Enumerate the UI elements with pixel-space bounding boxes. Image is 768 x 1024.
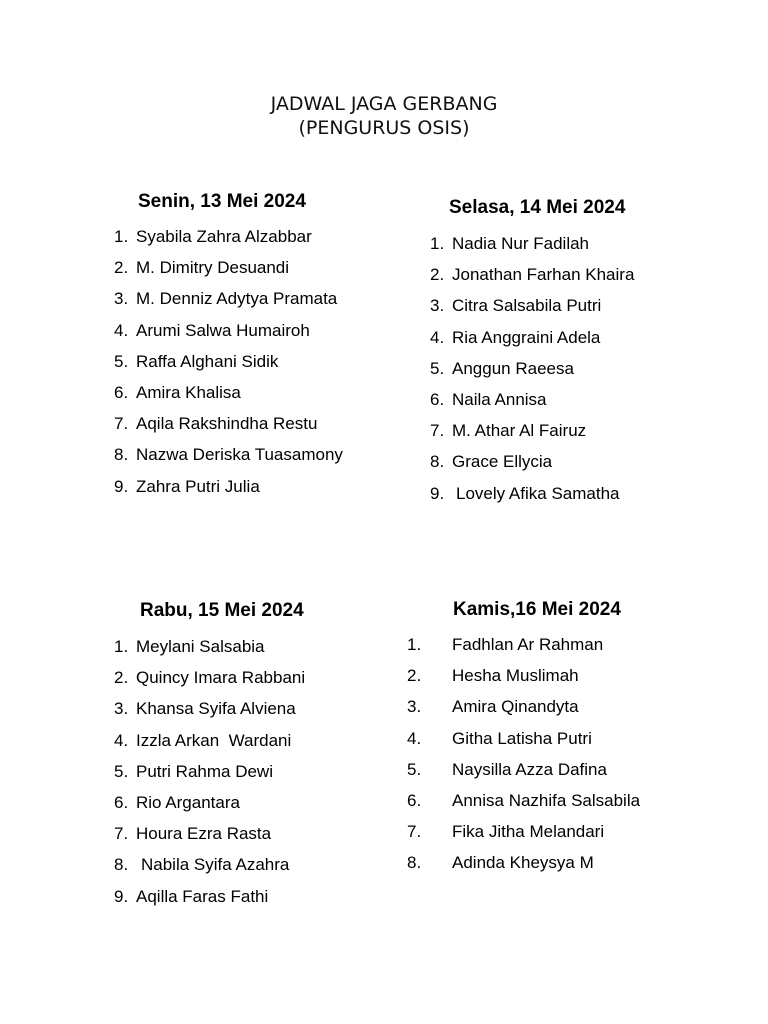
person-name: Jonathan Farhan Khaira [452, 265, 635, 285]
list-number: 7. [114, 824, 129, 844]
person-name: M. Athar Al Fairuz [452, 421, 587, 441]
person-name: Annisa Nazhifa Salsabila [452, 790, 641, 810]
person-name: Grace Ellycia [452, 452, 553, 472]
list-number: 2. [430, 265, 445, 285]
list-number: 7. [430, 421, 445, 441]
person-name: Izzla Arkan Wardani [136, 730, 292, 750]
day-heading: Senin, 13 Mei 2024 [138, 191, 306, 212]
list-number: 3. [114, 699, 129, 719]
person-name: Aqilla Faras Fathi [136, 886, 269, 906]
list-number: 5. [407, 759, 422, 779]
person-name: Fika Jitha Melandari [452, 822, 605, 842]
list-number: 5. [114, 761, 129, 781]
document-title [0, 92, 768, 140]
list-number: 1. [430, 234, 445, 253]
title-line-1: JADWAL JAGA GERBANG [270, 93, 498, 115]
day-heading: Kamis,16 Mei 2024 [453, 599, 621, 620]
person-name: Githa Latisha Putri [452, 728, 592, 748]
person-name: Zahra Putri Julia [136, 476, 260, 496]
person-name: Arumi Salwa Humairoh [136, 320, 310, 340]
person-name: Putri Rahma Dewi [136, 761, 273, 781]
day-heading: Selasa, 14 Mei 2024 [449, 197, 626, 218]
person-name: Amira Khalisa [136, 382, 241, 402]
list-number: 8. [114, 855, 129, 875]
person-name: Naysilla Azza Dafina [452, 759, 607, 779]
list-number: 8. [407, 853, 422, 873]
person-name: Fadhlan Ar Rahman [452, 635, 604, 654]
list-number: 4. [407, 728, 422, 748]
person-name: Amira Qinandyta [452, 697, 579, 717]
list-number: 1. [114, 637, 129, 656]
person-name: Aqila Rakshindha Restu [136, 414, 318, 434]
list-number: 2. [407, 666, 422, 686]
list-number: 1. [407, 635, 422, 654]
person-name: Quincy Imara Rabbani [136, 668, 306, 688]
list-number: 3. [430, 296, 445, 316]
list-number: 3. [407, 697, 422, 717]
person-name: Meylani Salsabia [136, 637, 265, 656]
list-number: 1. [114, 227, 129, 246]
person-name: M. Denniz Adytya Pramata [136, 289, 338, 309]
person-name: Rio Argantara [136, 792, 240, 812]
person-name: Naila Annisa [452, 389, 547, 409]
list-number: 6. [407, 790, 422, 810]
list-number: 5. [114, 351, 129, 371]
list-number: 8. [430, 452, 445, 472]
list-number: 8. [114, 445, 129, 465]
list-number: 9. [430, 483, 445, 503]
person-name: Raffa Alghani Sidik [136, 351, 279, 371]
person-name: Nabila Syifa Azahra [141, 855, 290, 875]
person-name: Syabila Zahra Alzabbar [136, 227, 312, 246]
person-name: Houra Ezra Rasta [136, 824, 272, 844]
person-name: Hesha Muslimah [452, 666, 579, 686]
list-number: 5. [430, 358, 445, 378]
list-number: 6. [430, 389, 445, 409]
list-number: 2. [114, 258, 129, 278]
list-number: 6. [114, 792, 129, 812]
person-name: Ria Anggraini Adela [452, 327, 601, 347]
person-name: Lovely Afika Samatha [456, 483, 620, 503]
day-heading: Rabu, 15 Mei 2024 [140, 600, 304, 621]
list-number: 4. [114, 730, 129, 750]
person-name: Adinda Kheysya M [452, 853, 594, 873]
list-number: 6. [114, 382, 129, 402]
list-number: 9. [114, 886, 129, 906]
person-name: Nazwa Deriska Tuasamony [136, 445, 343, 465]
title-line-2: (PENGURUS OSIS) [298, 117, 470, 139]
list-number: 2. [114, 668, 129, 688]
list-number: 4. [114, 320, 129, 340]
list-number: 7. [407, 822, 422, 842]
list-number: 9. [114, 476, 129, 496]
list-number: 7. [114, 414, 129, 434]
person-name: Khansa Syifa Alviena [136, 699, 296, 719]
list-number: 3. [114, 289, 129, 309]
list-number: 4. [430, 327, 445, 347]
person-name: Nadia Nur Fadilah [452, 234, 590, 253]
person-name: M. Dimitry Desuandi [136, 258, 290, 278]
person-name: Citra Salsabila Putri [452, 296, 602, 316]
person-name: Anggun Raeesa [452, 358, 574, 378]
